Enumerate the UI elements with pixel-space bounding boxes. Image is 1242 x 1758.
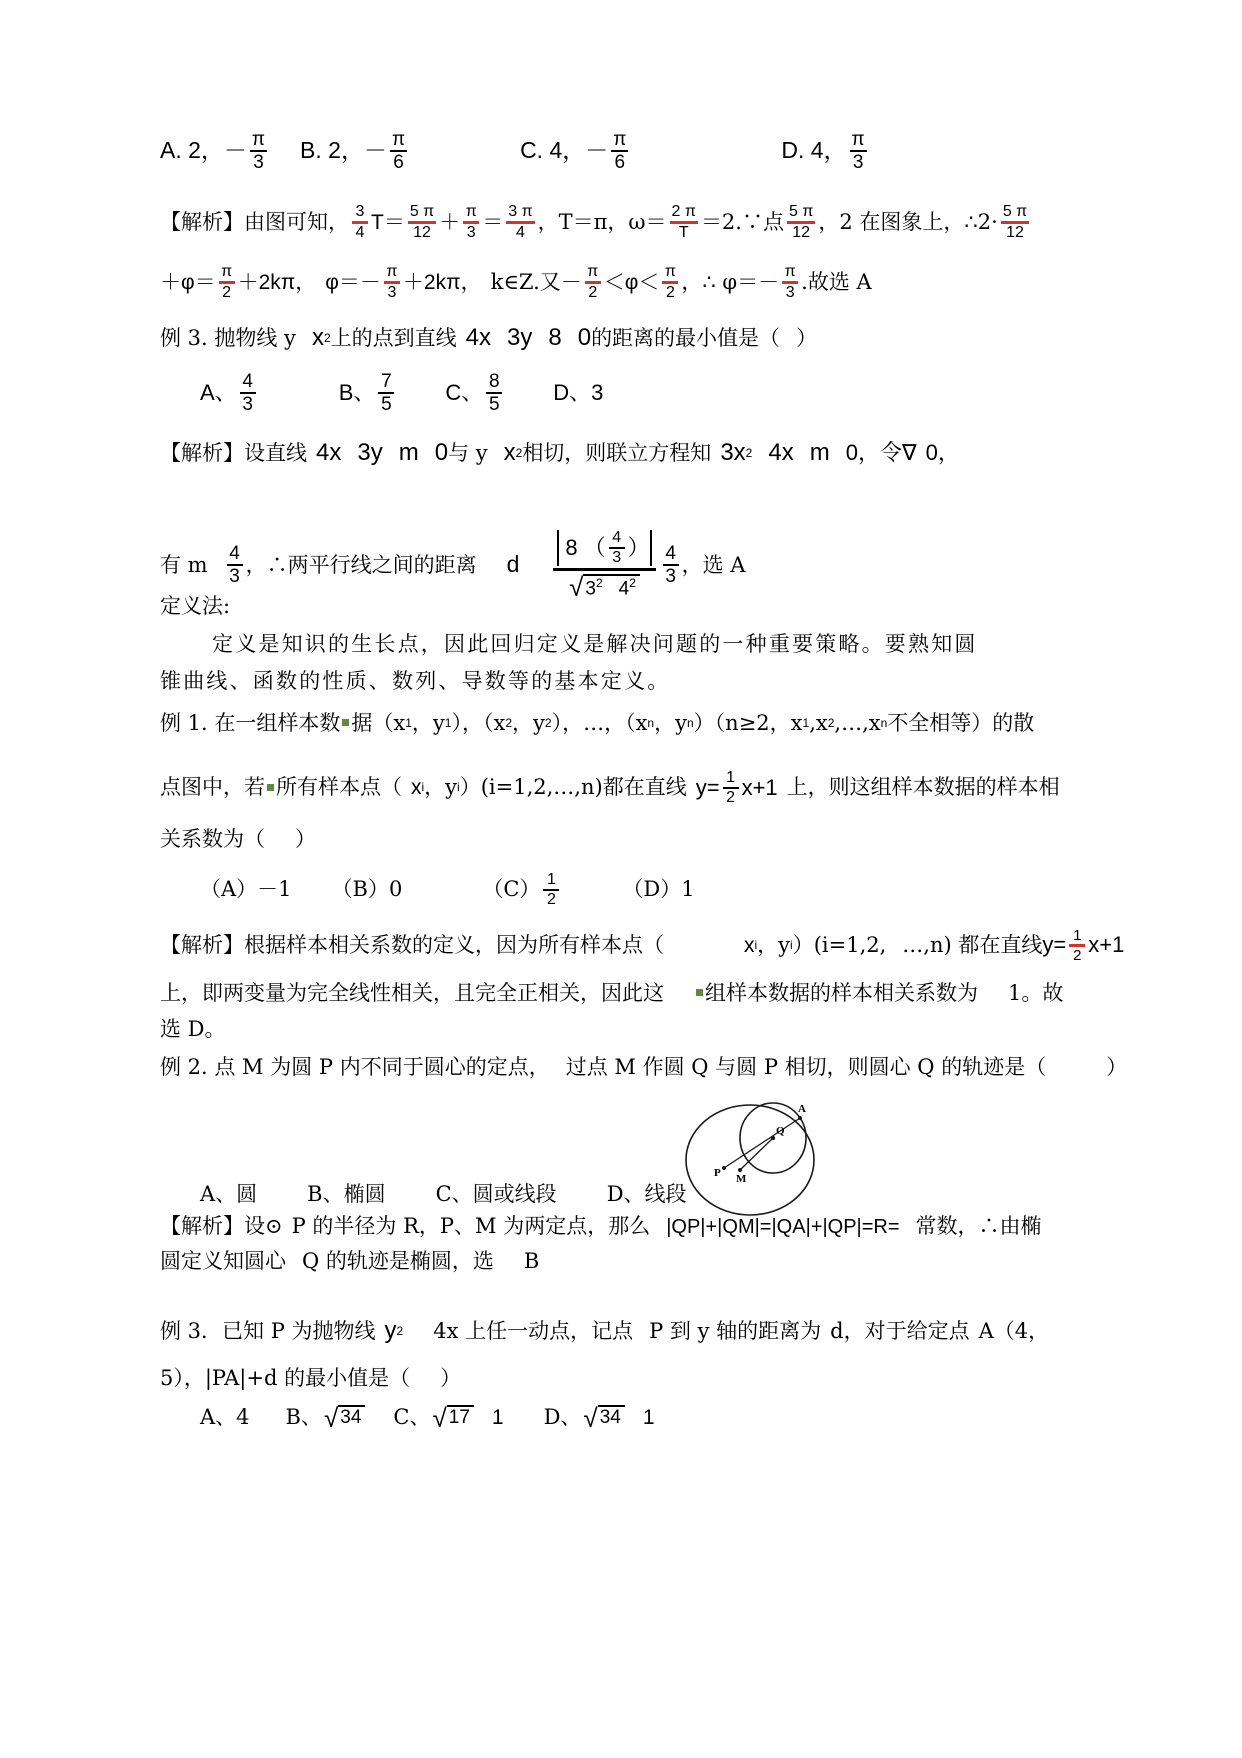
solution-tag: 【解析】 [160, 440, 244, 465]
option-c-label: C. 4，－ [520, 137, 609, 164]
fraction-three-fourths: $\frac{3}{4}$ [352, 204, 368, 241]
q4-option-b: B、椭圆 [307, 1182, 386, 1206]
section-paragraph-line-2: 锥曲线、函数的性质、数列、导数等的基本定义。 [160, 669, 671, 693]
q5-stem-line-1: 例 3．已知 P 为抛物线 y 2 4x 上任一动点，记点 P 到 y 轴的距离为 d，对于给定点 A（4， [160, 1317, 1050, 1344]
q1-options-row [160, 130, 870, 172]
solution-tag: 【解析】 [160, 932, 244, 957]
option-a-fraction: $\frac{\pi}{3}$ [251, 129, 266, 173]
fraction-pi-3-b: $\frac{\pi}{3}$ [384, 264, 400, 301]
fraction-four-thirds-a: $\frac{4}{3}$ [227, 544, 243, 586]
diagram-label-a: A [798, 1103, 806, 1115]
diagram-svg [670, 1090, 850, 1220]
q1-solution-line-2: ＋φ＝ $\frac{\pi}{2}$ ＋2kπ， φ＝－ $\frac{\pi}{3}$ ＋2kπ， k∈Z.又－ $\frac{\pi}{2}$ ＜φ＜ $\frac{\pi}{2}$ ， ∴ φ＝－ $\frac{\pi}{3}$ .故选 A [160, 263, 872, 301]
fraction-5pi-12-b: $\frac{5 \pi}{12}$ [788, 203, 814, 241]
solution-tag: 【解析】 [160, 1214, 244, 1238]
fraction-pi-2-a: $\frac{\pi}{2}$ [219, 264, 235, 301]
q2-stem: 例 3. 抛物线 y x 2 上的点到直线 4x 3y 8 0 的距离的最小值是（ ） [160, 324, 818, 351]
q2-option-c-fraction: $\frac{8}{5}$ [486, 372, 502, 414]
ocr-artifact-mark [267, 784, 274, 791]
inner-fraction-four-thirds: $\frac{4}{3}$ [609, 530, 625, 566]
option-d-label: D. 4， [781, 137, 847, 164]
q2-solution-line-1: 【解析】 设直线 4x 3y m 0 与 y x 2 相切，则联立方程知 3x 2 4x m 0，令∇ 0， [160, 439, 960, 466]
circle-tangency-diagram [670, 1090, 850, 1220]
section-heading: 定义法: [160, 594, 231, 618]
q2-option-b-fraction: $\frac{7}{5}$ [378, 372, 394, 414]
q2-option-a-label: A、 [200, 379, 237, 405]
q4-option-d: D、线段 [606, 1182, 687, 1206]
point-p [722, 1166, 726, 1170]
option-d-fraction: $\frac{\pi}{3}$ [851, 129, 865, 173]
q4-solution-line-1: 【解析】 设⊙ P 的半径为 R，P、M 为两定点，那么 |QP|+|QM|=|QA|+|QP|=R= 常数，∴由椭 [160, 1214, 1042, 1238]
sqrt-icon: √ 34 [324, 1405, 365, 1431]
q4-solution-line-2: 圆定义知圆心 Q 的轨迹是椭圆，选 B [160, 1249, 540, 1273]
q3-option-c-label: （C） [482, 877, 541, 902]
formula-numerator: 8 （ $\frac{4}{3}$ ） [553, 530, 655, 568]
q2-option-c-label: C、 [445, 379, 484, 405]
q5-option-c-tail: 1 [491, 1406, 504, 1430]
sqrt-icon: √ $3^2$ $4^2$ [569, 574, 640, 600]
fraction-one-half-b: $\frac{1}{2}$ [1069, 928, 1085, 963]
q4-stem: 例 2. 点 M 为圆 P 内不同于圆心的定点， 过点 M 作圆 Q 与圆 P 相切，则圆心 Q 的轨迹是（ ） [160, 1055, 1128, 1079]
sqrt-icon: √ 34 [583, 1405, 624, 1431]
ocr-artifact-mark [696, 989, 703, 996]
option-b-label: B. 2，－ [300, 137, 387, 164]
q4-option-a: A、圆 [200, 1182, 258, 1206]
q2-options-row [200, 372, 603, 414]
q5-option-b-label: B、 [285, 1405, 322, 1430]
q3-solution-line-3: 选 D。 [160, 1017, 226, 1041]
solution-tag: 【解析】 [160, 209, 244, 234]
sqrt-icon: √ 17 [432, 1405, 473, 1431]
distance-formula-fraction [553, 530, 655, 600]
q3-options-row [200, 872, 695, 908]
fraction-pi-3: $\frac{\pi}{3}$ [463, 204, 479, 241]
fraction-one-half-a: $\frac{1}{2}$ [723, 770, 739, 806]
diagram-label-p: P [714, 1167, 721, 1179]
q4-options-row [200, 1183, 687, 1206]
point-a [798, 1116, 802, 1120]
q3-option-a: （A）－1 [200, 877, 292, 902]
q5-option-a: A、4 [200, 1405, 250, 1430]
fraction-3pi-4: $\frac{3 \pi}{4}$ [508, 203, 533, 241]
fraction-pi-2-b: $\frac{\pi}{2}$ [585, 264, 601, 301]
point-q [771, 1136, 775, 1140]
diagram-label-m: M [736, 1173, 747, 1185]
line-p-a [724, 1118, 800, 1168]
fraction-5pi-12-c: $\frac{5 \pi}{12}$ [1002, 203, 1028, 241]
option-b-fraction: $\frac{\pi}{6}$ [391, 129, 406, 173]
fraction-pi-2-c: $\frac{\pi}{2}$ [662, 264, 678, 301]
q1-solution-line-1: 【解析】 由图可知， $\frac{3}{4}$ T＝ $\frac{5 \pi}{12}$ ＋ $\frac{\pi}{3}$ ＝ $\frac{3 \pi}{4}$ ，T＝π，ω＝ $\frac{2 \pi}{T}$ ＝2.∵点 $\frac{5 \pi}{12}$ ，2 在图象上， ∴2· $\frac{5 \pi}{12}$ [160, 203, 1028, 241]
q3-option-b: （B）0 [331, 877, 403, 902]
q3-stem-line-2: 点图中，若 所有样本点（ x i ，y i ）(i=1,2,…,n)都在直线 y= $\frac{1}{2}$ x+1 上，则这组样本数据的样本相 [160, 769, 1060, 806]
fraction-four-thirds-b: $\frac{4}{3}$ [663, 544, 679, 586]
q3-solution-line-1: 【解析】 根据样本相关系数的定义，因为所有样本点（ x i ，y i ）(i=1,2, …,n) 都在直线 y= $\frac{1}{2}$ x+1 [160, 927, 1125, 964]
fraction-5pi-12: $\frac{5 \pi}{12}$ [409, 203, 435, 241]
abs-bar-right [650, 530, 652, 566]
q3-stem-line-3: 关系数为（ ） [160, 827, 316, 851]
option-a-label: A. 2，－ [160, 137, 247, 164]
q2-option-b-label: B、 [338, 379, 376, 405]
q5-stem-line-2: 5），|PA|+d 的最小值是（ ） [160, 1366, 462, 1390]
ocr-artifact-mark [342, 719, 349, 726]
fraction-2pi-T: $\frac{2 \pi}{T}$ [671, 203, 696, 241]
q3-stem-line-1: 例 1. 在一组样本数 据（x 1 ，y 1 ），（x 2 ，y 2 ），…，（x n ，y n ）（n≥2，x 1 ,x 2 ,…,x n 不全相等）的散 [160, 711, 1035, 735]
point-m [738, 1168, 742, 1172]
q2-solution-line-2: 有 m $\frac{4}{3}$ ，∴两平行线之间的距离 d 8 （ $\frac{4}{3}$ ） √ $3^2$ $4^2$ $\frac{4}{3}$ ，选 A [160, 529, 746, 602]
q5-option-c-label: C、 [393, 1405, 431, 1430]
diagram-label-q: Q [776, 1125, 785, 1137]
q5-options-row [200, 1405, 655, 1431]
q5-option-d-label: D、 [543, 1405, 582, 1430]
q2-option-d-label: D、3 [553, 379, 604, 405]
q3-option-d: （D）1 [622, 877, 695, 902]
q3-solution-line-2: 上，即两变量为完全线性相关，且完全正相关，因此这 组样本数据的样本相关系数为 1。故 [160, 981, 1064, 1005]
q3-option-c-fraction: $\frac{1}{2}$ [543, 872, 559, 908]
option-c-fraction: $\frac{\pi}{6}$ [613, 129, 627, 173]
section-paragraph-line-1: 定义是知识的生长点，因此回归定义是解决问题的一种重要策略。要熟知圆 [212, 632, 978, 656]
fraction-pi-3-c: $\frac{\pi}{3}$ [782, 264, 798, 301]
q2-option-a-fraction: $\frac{4}{3}$ [240, 372, 256, 414]
formula-denominator [563, 571, 646, 600]
q4-option-c: C、圆或线段 [435, 1182, 557, 1206]
q5-option-d-tail: 1 [642, 1406, 655, 1430]
